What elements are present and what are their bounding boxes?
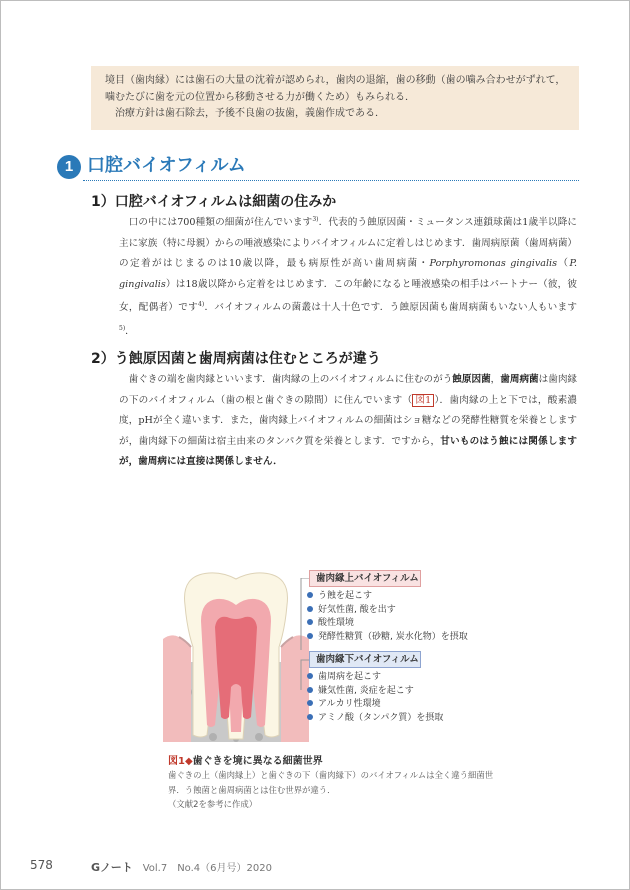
paragraph-text: 口の中には700種類の細菌が住んでいます — [128, 217, 313, 229]
paragraph-text: ．代表的う蝕原因菌・ミュータンス連鎖球菌は1歳半以降に主に家族（特に母親）からの唾液感染によりバイオフィルムに定着しはじめます．歯周病原菌（歯周病菌）の定着がはじまるのは10歳以降，最も病原性が高い歯周病菌・ — [119, 217, 578, 270]
caption-title-text: 歯ぐきを境に異なる細菌世界 — [192, 756, 323, 767]
bullet-icon — [307, 673, 313, 679]
reference-sup: 5) — [119, 324, 126, 332]
reference-sup: 4) — [198, 301, 205, 309]
paragraph-text: ）は18歳以降から定着をはじめます．この年齢になると唾液感染の相手はパートナー（彼，彼女，配偶者）です — [119, 278, 577, 314]
figure-number: 図1 — [168, 756, 185, 767]
reference-sup: 3) — [312, 216, 319, 223]
caption-source: （文献2を参考に作成） — [168, 799, 258, 809]
bold-term: 歯周病菌 — [500, 374, 539, 385]
intro-text: 境目（歯肉縁）には歯石の大量の沈着が認められ，歯肉の退縮，歯の移動（歯の噛み合わせがずれて，噛むたびに歯を元の位置から移動させる力が働くため）もみられる． — [105, 75, 566, 103]
subsection-1-paragraph — [119, 210, 577, 343]
list-item: 歯周病を起こす — [307, 671, 443, 685]
gum-left — [163, 635, 191, 742]
legend-supragingival-title: 歯肉縁上バイオフィルム — [309, 570, 421, 587]
figure-reference-link[interactable]: 図1 — [412, 394, 434, 407]
section-number-badge: 1 — [57, 155, 81, 179]
paragraph-text: ． — [125, 326, 135, 338]
list-item: アルカリ性環境 — [307, 698, 443, 712]
intro-treatment-text: 治療方針は歯石除去，予後不良歯の抜歯，義歯作成である． — [115, 108, 385, 119]
bullet-icon — [307, 606, 313, 612]
legend-supragingival-list — [307, 590, 468, 644]
journal-info — [91, 859, 272, 875]
legend-subgingival-title: 歯肉縁下バイオフィルム — [309, 651, 421, 668]
legend-subgingival-list — [307, 671, 443, 725]
paragraph-text: は歯肉縁の下のバイオフィルム（歯の根と歯ぐきの隙間）に住んでいます（ — [119, 374, 578, 406]
journal-issue: Vol.7 No.4（6月号）2020 — [142, 863, 272, 874]
bullet-icon — [307, 633, 313, 639]
paragraph-text: ）．歯肉縁の上と下では，酸素濃度，pHが全く違います．また，歯肉縁上バイオフィルムの細菌はショ糖などの発酵性糖質を栄養としますが，歯肉縁下の細菌は宿主由来のタンパク質を栄養とします．ですから， — [119, 394, 578, 447]
bold-conclusion: 甘いものはう蝕には関係しますが，歯周病には直接は関係しません． — [119, 435, 578, 467]
list-item: う蝕を起こす — [307, 590, 468, 604]
paragraph-text: 歯ぐきの端を歯肉縁といいます．歯肉縁の上のバイオフィルムに住むのがう — [128, 374, 453, 385]
bold-term: 蝕原因菌 — [452, 374, 491, 385]
caption-description: 歯ぐきの上（歯肉縁上）と歯ぐきの下（歯肉縁下）のバイオフィルムは全く違う細菌世界．う蝕菌と歯周病菌とは住む世界が違う． — [168, 770, 494, 795]
section-title: 口腔バイオフィルム — [87, 155, 246, 176]
paragraph-text: （ — [557, 258, 570, 270]
page-number: 578 — [30, 858, 53, 872]
bullet-icon — [307, 687, 313, 693]
paragraph-text: ．バイオフィルムの菌叢は十人十色です．う蝕原因菌も歯周病菌もいない人もいます — [204, 302, 577, 314]
journal-name: Gノート — [91, 861, 133, 874]
subsection-2-heading: 2）う蝕原因菌と歯周病菌は住むところが違う — [91, 351, 381, 367]
tooth-diagram — [161, 567, 311, 742]
bullet-icon — [307, 619, 313, 625]
list-item: 酸性環境 — [307, 617, 468, 631]
list-item: 嫌気性菌, 炎症を起こす — [307, 685, 443, 699]
bullet-icon — [307, 714, 313, 720]
species-name: Porphyromonas gingivalis — [429, 258, 558, 270]
list-item: 発酵性糖質（砂糖, 炭水化物）を摂取 — [307, 631, 468, 645]
paragraph-text: ， — [490, 374, 501, 385]
intro-box — [91, 66, 579, 130]
figure-caption-title — [168, 752, 323, 767]
section-divider — [83, 180, 579, 181]
figure-caption-body — [168, 768, 508, 812]
list-item: アミノ酸（タンパク質）を摂取 — [307, 712, 443, 726]
species-abbrev: P. gingivalis — [119, 258, 577, 290]
bullet-icon — [307, 592, 313, 598]
diamond-icon: ◆ — [184, 756, 193, 767]
bullet-icon — [307, 700, 313, 706]
subsection-2-paragraph — [119, 370, 577, 473]
list-item: 好気性菌, 酸を出す — [307, 604, 468, 618]
subsection-1-heading: 1）口腔バイオフィルムは細菌の住みか — [91, 194, 337, 210]
